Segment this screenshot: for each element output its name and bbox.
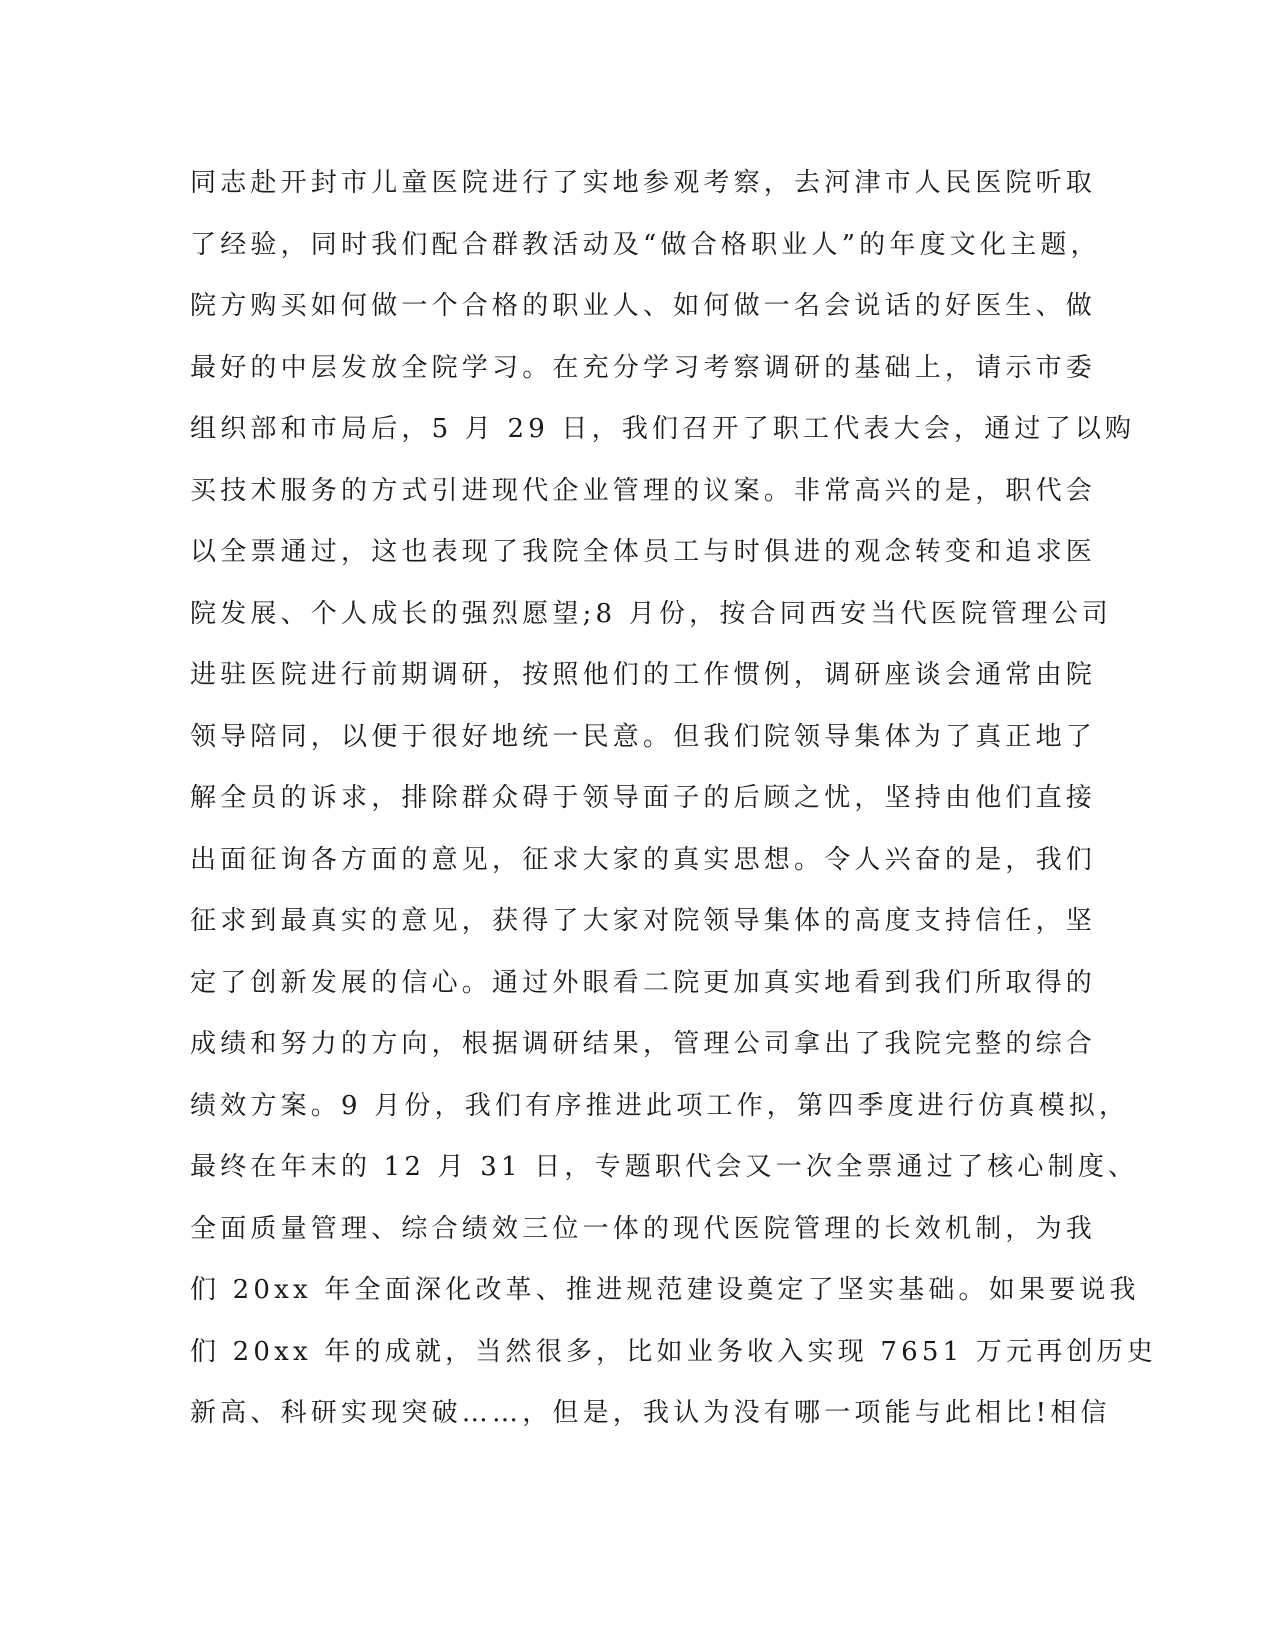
text-line: 以全票通过，这也表现了我院全体员工与时俱进的观念转变和追求医 bbox=[190, 537, 1097, 567]
text-line: 院发展、个人成长的强烈愿望;8 月份，按合同西安当代医院管理公司 bbox=[190, 598, 1112, 629]
text-line: 同志赴开封市儿童医院进行了实地参观考察，去河津市人民医院听取 bbox=[190, 168, 1097, 198]
text-line: 出面征询各方面的意见，征求大家的真实思想。令人兴奋的是，我们 bbox=[190, 844, 1097, 875]
text-line: 买技术服务的方式引进现代企业管理的议案。非常高兴的是，职代会 bbox=[190, 475, 1097, 506]
text-line: 们 20xx 年的成就，当然很多，比如业务收入实现 7651 万元再创历史 bbox=[190, 1336, 1158, 1367]
body-text bbox=[190, 158, 1158, 1450]
text-line: 绩效方案。9 月份，我们有序推进此项工作，第四季度进行仿真模拟， bbox=[190, 1090, 1130, 1121]
text-line: 组织部和市局后，5 月 29 日，我们召开了职工代表大会，通过了以购 bbox=[190, 414, 1136, 444]
text-line: 最好的中层发放全院学习。在充分学习考察调研的基础上，请示市委 bbox=[190, 352, 1097, 383]
text-line: 全面质量管理、综合绩效三位一体的现代医院管理的长效机制，为我 bbox=[190, 1213, 1097, 1244]
text-line: 了经验，同时我们配合群教活动及“做合格职业人”的年度文化主题， bbox=[190, 229, 1101, 260]
text-line: 新高、科研实现突破……，但是，我认为没有哪一项能与此相比!相信 bbox=[190, 1398, 1111, 1428]
text-line: 征求到最真实的意见，获得了大家对院领导集体的高度支持信任，坚 bbox=[190, 906, 1097, 936]
text-line: 领导陪同，以便于很好地统一民意。但我们院领导集体为了真正地了 bbox=[190, 721, 1097, 752]
text-line: 成绩和努力的方向，根据调研结果，管理公司拿出了我院完整的综合 bbox=[190, 1029, 1097, 1059]
text-line: 定了创新发展的信心。通过外眼看二院更加真实地看到我们所取得的 bbox=[190, 967, 1097, 998]
text-line: 院方购买如何做一个合格的职业人、如何做一名会说话的好医生、做 bbox=[190, 291, 1097, 321]
text-line: 们 20xx 年全面深化改革、推进规范建设奠定了坚实基础。如果要说我 bbox=[190, 1275, 1140, 1305]
text-line: 最终在年末的 12 月 31 日，专题职代会又一次全票通过了核心制度、 bbox=[190, 1152, 1139, 1182]
text-line: 解全员的诉求，排除群众碍于领导面子的后顾之忧，坚持由他们直接 bbox=[190, 783, 1097, 813]
text-line: 进驻医院进行前期调研，按照他们的工作惯例，调研座谈会通常由院 bbox=[190, 660, 1097, 690]
